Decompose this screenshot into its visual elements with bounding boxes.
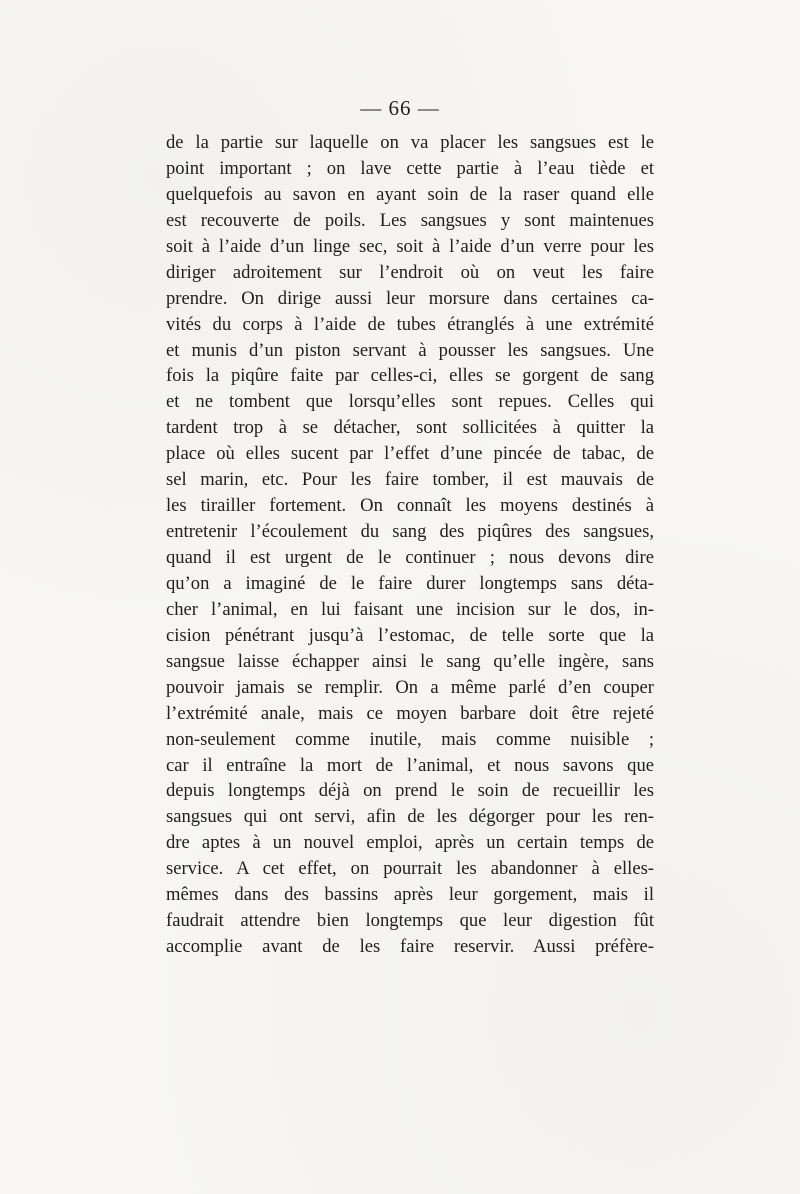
text-line: mêmes dans des bassins après leur gorgement, mais il [166, 884, 654, 906]
text-line: faudrait attendre bien longtemps que leur digestion fût [166, 910, 654, 932]
text-line: de la partie sur laquelle on va placer les sangsues est le [166, 132, 654, 153]
text-line: point important ; on lave cette partie à l’eau tiède et [166, 157, 654, 179]
text-line: soit à l’aide d’un linge sec, soit à l’aide d’un verre pour les [166, 235, 654, 257]
text-line: cision pénétrant jusqu’à l’estomac, de telle sorte que la [166, 624, 654, 646]
text-line: accomplie avant de les faire reservir. Aussi préfère- [166, 936, 654, 958]
text-line: les tirailler fortement. On connaît les moyens destinés à [166, 495, 654, 517]
text-line: prendre. On dirige aussi leur morsure dans certaines ca- [166, 287, 654, 309]
text-line: place où elles sucent par l’effet d’une pincée de tabac, de [166, 443, 654, 465]
text-line: et munis d’un piston servant à pousser les sangsues. Une [166, 339, 654, 361]
text-line: non-seulement comme inutile, mais comme nuisible ; [166, 728, 654, 750]
text-line: l’extrémité anale, mais ce moyen barbare doit être rejeté [166, 702, 654, 724]
text-line: depuis longtemps déjà on prend le soin de recueillir les [166, 780, 654, 802]
text-line: quelquefois au savon en ayant soin de la raser quand elle [166, 183, 654, 205]
text-line: dre aptes à un nouvel emploi, après un certain temps de [166, 832, 654, 854]
text-line: qu’on a imaginé de le faire durer longtemps sans déta- [166, 572, 654, 594]
text-line: vités du corps à l’aide de tubes étranglés à une extrémité [166, 313, 654, 335]
text-line: diriger adroitement sur l’endroit où on veut les faire [166, 261, 654, 283]
text-line: quand il est urgent de le continuer ; nous devons dire [166, 547, 654, 568]
text-line: fois la piqûre faite par celles-ci, elles se gorgent de sang [166, 365, 654, 387]
body-text [166, 130, 654, 960]
text-line: sangsue laisse échapper ainsi le sang qu’elle ingère, sans [166, 650, 654, 672]
text-line: car il entraîne la mort de l’animal, et nous savons que [166, 754, 654, 776]
text-line: entretenir l’écoulement du sang des piqûres des sangsues, [166, 521, 654, 543]
text-line: est recouverte de poils. Les sangsues y sont maintenues [166, 209, 654, 231]
text-line: sangsues qui ont servi, afin de les dégorger pour les ren- [166, 806, 654, 828]
text-line: et ne tombent que lorsqu’elles sont repues. Celles qui [166, 391, 654, 413]
text-line: pouvoir jamais se remplir. On a même parlé d’en couper [166, 676, 654, 698]
text-line: service. A cet effet, on pourrait les abandonner à elles- [166, 858, 654, 880]
text-line: cher l’animal, en lui faisant une incision sur le dos, in- [166, 598, 654, 620]
page-number: — 66 — [360, 96, 440, 120]
text-line: sel marin, etc. Pour les faire tomber, il est mauvais de [166, 469, 654, 491]
text-line: tardent trop à se détacher, sont sollicitées à quitter la [166, 417, 654, 439]
